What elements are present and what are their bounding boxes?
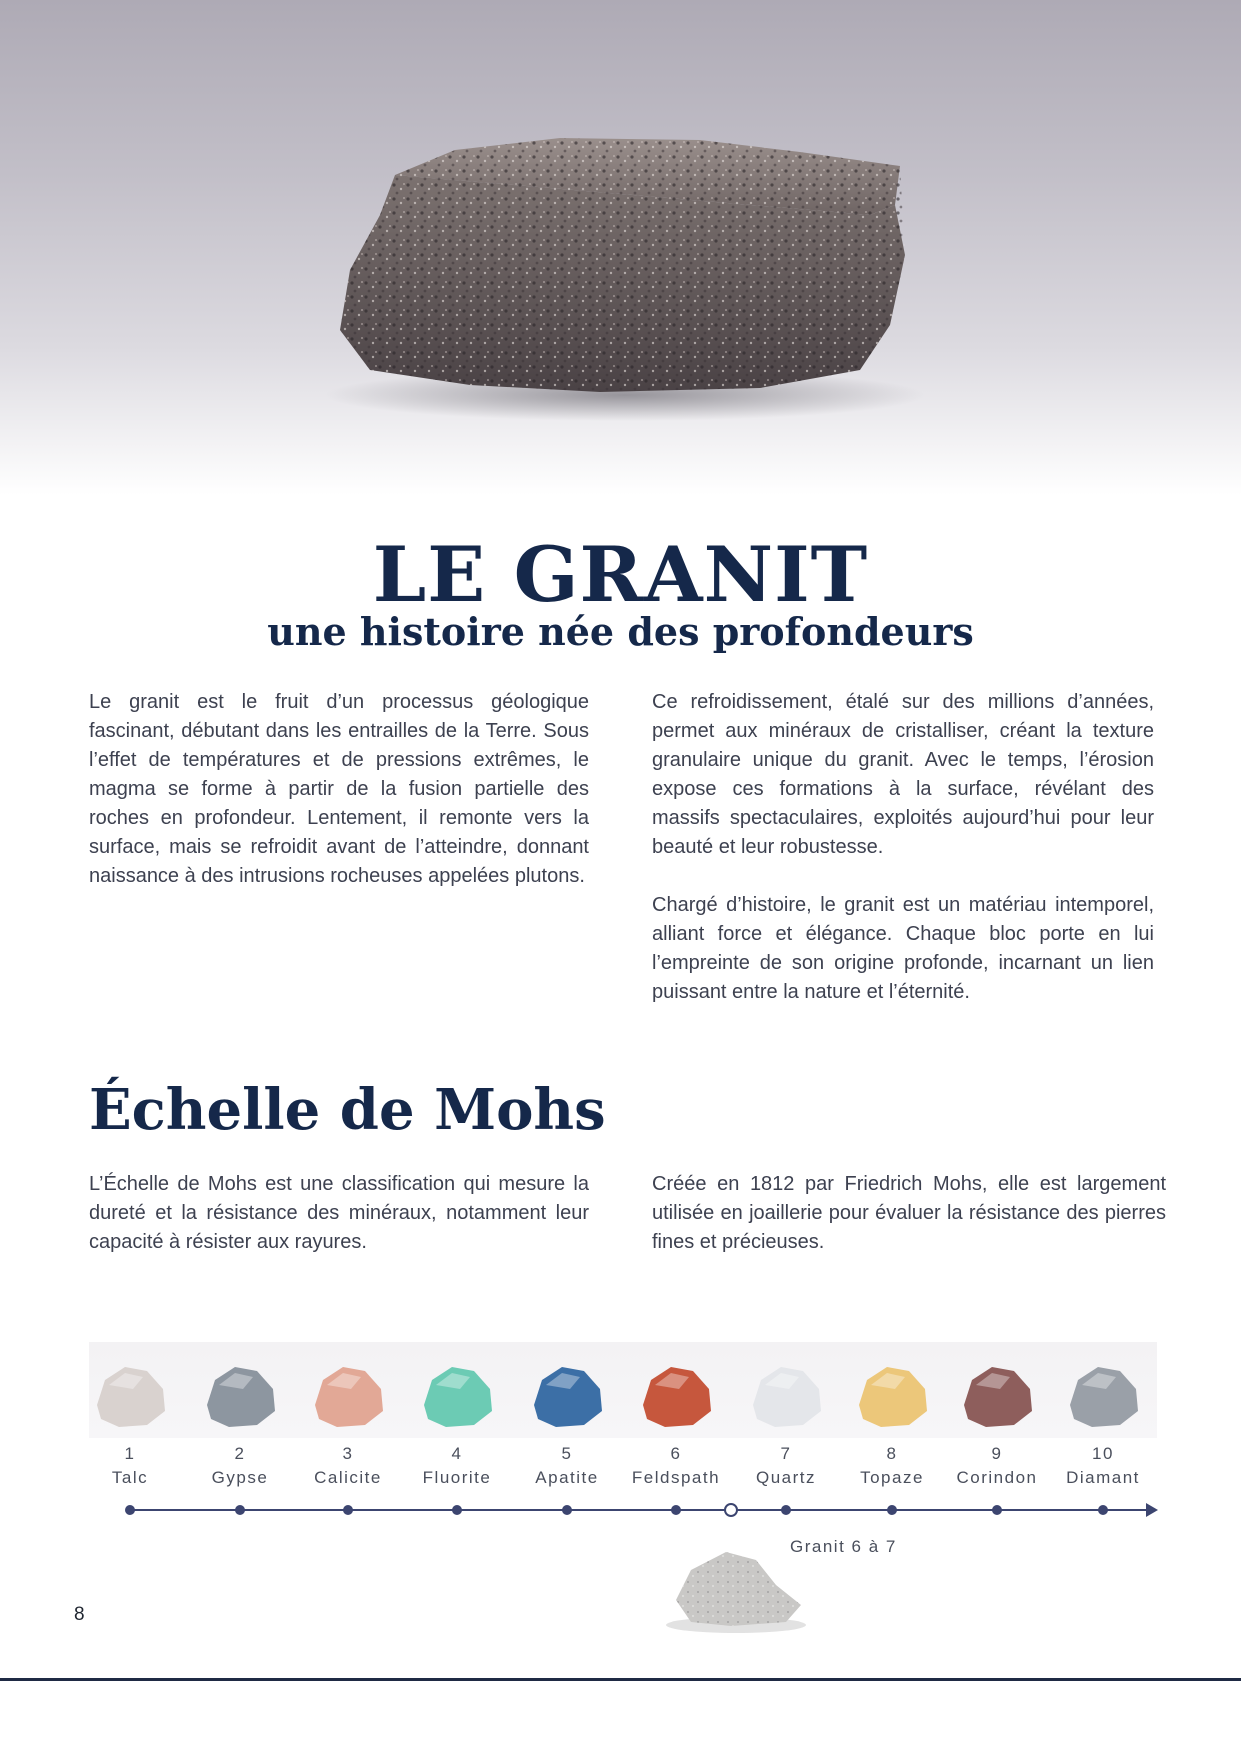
mohs-axis-dot: [562, 1505, 572, 1515]
mohs-axis-dot: [781, 1505, 791, 1515]
mineral-calicite-icon: [303, 1355, 393, 1435]
mineral-gypse-icon: [195, 1355, 285, 1435]
mineral-name: Talc: [111, 1468, 149, 1487]
mineral-number: 9: [991, 1444, 1003, 1463]
mohs-axis-arrow: [1146, 1503, 1158, 1517]
intro-right-column: [652, 688, 1154, 1036]
mineral-name: Gypse: [211, 1468, 269, 1487]
intro-left-paragraph: Le granit est le fruit d’un processus géologique fascinant, débutant dans les entrailles de la Terre. Sous l’effet de températures et de pressions extrêmes, le magma se forme à partir de la fusion partielle des roches en profondeur. Lentement, il remonte vers la surface, mais se refroidit avant de l’atteindre, donnant naissance à des intrusions rocheuses appelées plutons.: [89, 691, 589, 887]
footer-rule: [0, 1678, 1241, 1681]
mineral-talc-icon: [85, 1355, 175, 1435]
mohs-axis-dot: [235, 1505, 245, 1515]
mohs-axis-dot: [452, 1505, 462, 1515]
intro-right-paragraph-1: Ce refroidissement, étalé sur des millions d’années, permet aux minéraux de cristalliser, créant la texture granulaire unique du granit. Avec le temps, l’érosion expose ces formations à la surface, révélant des massifs spectaculaires, exploités aujourd’hui pour leur beauté et leur robustesse.: [652, 691, 1154, 858]
page-number: 8: [74, 1604, 85, 1625]
mineral-topaze-icon: [847, 1355, 937, 1435]
mineral-number: 2: [234, 1444, 246, 1463]
mineral-name: Calicite: [314, 1468, 382, 1487]
mineral-fluorite-icon: [412, 1355, 502, 1435]
intro-left-column: [89, 688, 589, 920]
mineral-name: Fluorite: [422, 1468, 492, 1487]
mohs-axis-dot: [671, 1505, 681, 1515]
mineral-name: Feldspath: [631, 1468, 721, 1487]
mineral-quartz-icon: [741, 1355, 831, 1435]
mineral-number: 10: [1092, 1444, 1114, 1463]
mineral-name: Apatite: [535, 1468, 599, 1487]
granite-rock-illustration: [0, 0, 1241, 495]
mineral-apatite-icon: [522, 1355, 612, 1435]
mineral-number: 8: [886, 1444, 898, 1463]
page-subtitle: une histoire née des profondeurs: [267, 609, 974, 654]
mohs-axis-dot: [343, 1505, 353, 1515]
mineral-number: 1: [124, 1444, 136, 1463]
page-title: LE GRANIT: [372, 530, 869, 619]
mohs-axis-dot: [992, 1505, 1002, 1515]
mohs-axis-dot: [1098, 1505, 1108, 1515]
mineral-corindon-icon: [952, 1355, 1042, 1435]
mineral-number: 3: [342, 1444, 354, 1463]
mineral-name: Diamant: [1066, 1468, 1140, 1487]
mineral-name: Topaze: [860, 1468, 924, 1487]
mineral-number: 7: [780, 1444, 792, 1463]
mineral-name: Corindon: [956, 1468, 1038, 1487]
mohs-axis-dot: [125, 1505, 135, 1515]
mohs-section-title: Échelle de Mohs: [89, 1077, 606, 1143]
mohs-axis-dot: [887, 1505, 897, 1515]
mineral-number: 4: [451, 1444, 463, 1463]
mineral-diamant-icon: [1058, 1355, 1148, 1435]
mineral-number: 5: [561, 1444, 573, 1463]
hero-granite-photo: [0, 0, 1241, 495]
granit-marker: [725, 1504, 737, 1516]
intro-right-paragraph-2: Chargé d’histoire, le granit est un matériau intemporel, alliant force et élégance. Chaque bloc porte en lui l’empreinte de son origine profonde, incarnant un lien puissant entre la nature et l’éternité.: [652, 894, 1154, 1003]
granit-hardness-label: Granit 6 à 7: [790, 1537, 897, 1556]
mohs-right-column: [652, 1170, 1166, 1286]
mineral-name: Quartz: [755, 1468, 817, 1487]
mohs-left-paragraph: L’Échelle de Mohs est une classification qui mesure la dureté et la résistance des minéraux, notamment leur capacité à résister aux rayures.: [89, 1173, 589, 1253]
mineral-number: 6: [670, 1444, 682, 1463]
mohs-left-column: [89, 1170, 589, 1286]
mineral-feldspath-icon: [631, 1355, 721, 1435]
mohs-right-paragraph: Créée en 1812 par Friedrich Mohs, elle est largement utilisée en joaillerie pour évaluer la résistance des pierres fines et précieuses.: [652, 1173, 1166, 1253]
